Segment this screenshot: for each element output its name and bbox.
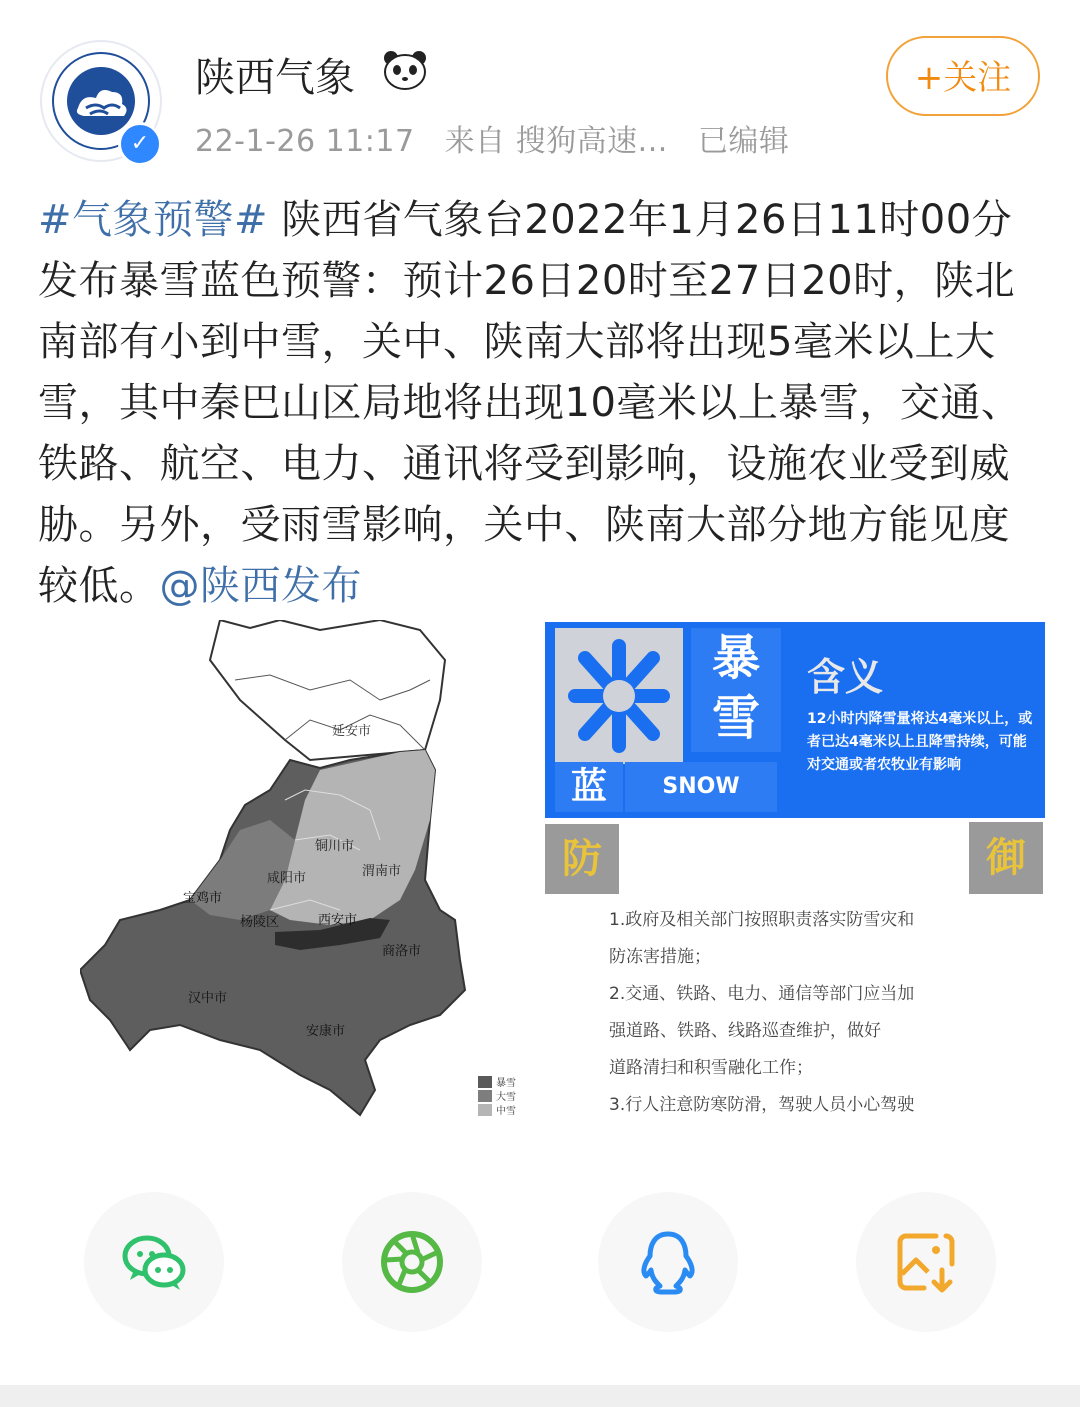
map-city-label: 咸阳市 <box>267 871 307 886</box>
username[interactable]: 陕西气象 <box>195 55 355 101</box>
map-city-label: 商洛市 <box>382 944 422 959</box>
measure-line: 3.行人注意防寒防滑，驾驶人员小心驾驶 <box>609 1095 915 1115</box>
moments-icon <box>378 1228 446 1296</box>
map-city-label: 汉中市 <box>188 991 228 1006</box>
panda-badge-icon <box>382 50 428 90</box>
share-toolbar <box>0 1192 1080 1342</box>
measure-line: 强道路、铁路、线路巡查维护，做好 <box>609 1021 881 1041</box>
hashtag-link[interactable]: #气象预警# <box>38 197 269 243</box>
legend-label: 中雪 <box>496 1106 516 1117</box>
measure-line: 道路清扫和积雪融化工作； <box>609 1058 813 1078</box>
post-header <box>0 0 1080 180</box>
warning-signal-image[interactable] <box>545 622 1045 1122</box>
map-city-label: 延安市 <box>332 724 372 739</box>
verified-badge-icon: ✓ <box>118 122 162 166</box>
snowfall-map-image[interactable] <box>80 620 530 1120</box>
save-image-icon <box>892 1228 960 1296</box>
mention-link[interactable]: @陕西发布 <box>159 563 362 609</box>
defense-right-label: 御 <box>969 822 1043 894</box>
edited-label[interactable]: 已编辑 <box>697 124 790 159</box>
map-city-label: 铜川市 <box>315 839 355 854</box>
map-city-label: 安康市 <box>306 1024 346 1039</box>
warning-english-label: SNOW STORM <box>625 762 777 812</box>
map-city-label: 宝鸡市 <box>183 891 223 906</box>
share-moments-button[interactable] <box>342 1192 482 1332</box>
post-time: 22-1-26 11:17 <box>195 124 415 159</box>
bottom-bar <box>0 1385 1080 1407</box>
warning-type-label: 暴 雪 <box>691 628 781 752</box>
map-city-label: 杨陵区 <box>240 915 280 930</box>
follow-button[interactable]: +关注 <box>886 36 1040 116</box>
share-wechat-button[interactable] <box>84 1192 224 1332</box>
measure-line: 防冻害措施； <box>609 947 711 967</box>
wechat-icon <box>120 1228 188 1296</box>
snowflake-icon <box>555 628 683 764</box>
post-body: 陕西省气象台2022年1月26日11时00分发布暴雪蓝色预警：预计26日20时至27日20时，陕北南部有小到中雪，关中、陕南大部将出现5毫米以上大雪，其中秦巴山区局地将出现10毫米以上暴雪，交通、铁路、航空、电力、通讯将受到影响，设施农业受到威胁。另外，受雨雪影响，关中、陕南大部分地方能见度较低。 <box>38 197 1022 609</box>
post-meta <box>195 116 809 160</box>
legend-label: 大雪 <box>496 1092 516 1103</box>
map-city-label: 渭南市 <box>362 864 402 879</box>
post-source[interactable]: 来自 搜狗高速... <box>444 124 668 159</box>
measure-line: 1.政府及相关部门按照职责落实防雪灾和 <box>609 910 915 930</box>
share-qq-button[interactable] <box>598 1192 738 1332</box>
defense-measures <box>609 902 1029 1124</box>
defense-left-label: 防 <box>545 824 619 894</box>
meaning-title: 含义 <box>807 655 884 699</box>
legend-label: 暴雪 <box>496 1078 516 1089</box>
post-text <box>38 190 1038 617</box>
meaning-text: 12小时内降雪量将达4毫米以上，或者已达4毫米以上且降雪持续，可能对交通或者农牧业有影响 <box>807 711 1033 773</box>
map-city-label: 西安市 <box>318 913 358 928</box>
save-image-button[interactable] <box>856 1192 996 1332</box>
shaanxi-map <box>80 620 530 1120</box>
qq-icon <box>634 1228 702 1296</box>
warning-level-label: 蓝 <box>555 762 623 812</box>
map-legend <box>478 1076 516 1117</box>
measure-line: 2.交通、铁路、电力、通信等部门应当加 <box>609 984 915 1004</box>
